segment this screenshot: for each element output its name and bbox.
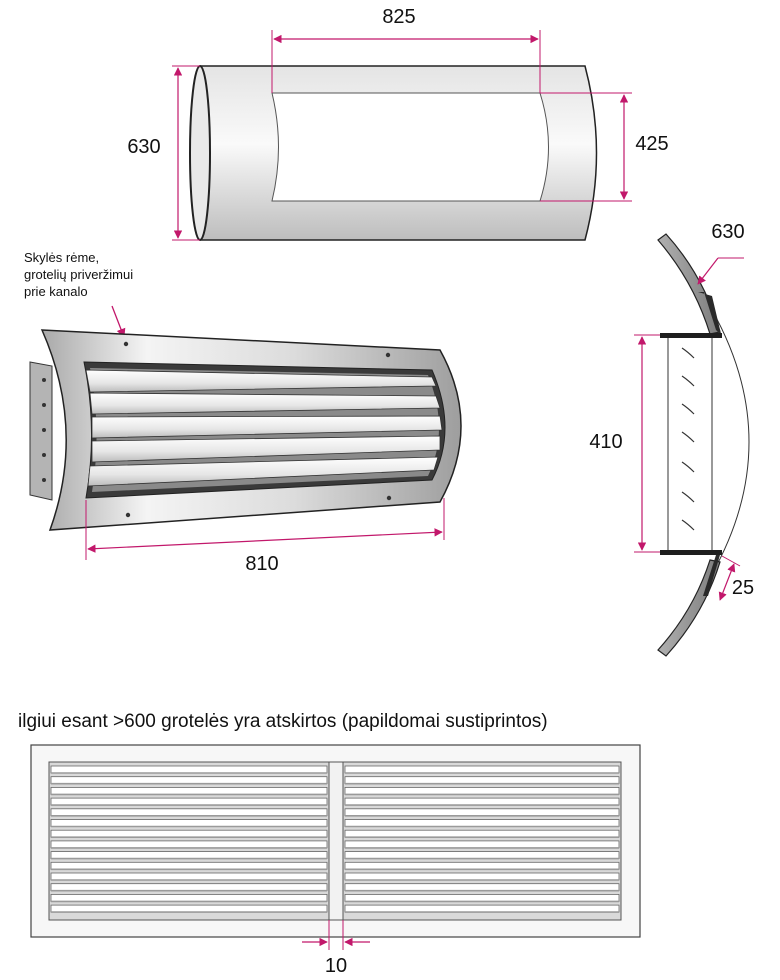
section-blade bbox=[682, 520, 694, 530]
split-grille-blade bbox=[345, 894, 619, 901]
grille-perspective-view bbox=[24, 250, 461, 575]
grille-length-dim-line bbox=[88, 532, 442, 549]
flange-hole bbox=[42, 478, 46, 482]
duct-opening bbox=[272, 93, 549, 201]
split-gap-label: 10 bbox=[324, 955, 348, 977]
mounting-holes-note-line-2: grotelių priveržimui bbox=[24, 267, 134, 282]
split-grille-blade bbox=[51, 777, 327, 784]
split-grille-divider bbox=[329, 762, 343, 920]
split-grille-blade bbox=[51, 884, 327, 891]
section-upper-arc-plate bbox=[658, 234, 720, 334]
flange-hole bbox=[42, 428, 46, 432]
split-grille-blade bbox=[345, 766, 619, 773]
section-blade bbox=[682, 376, 694, 386]
section-bottom-frame bbox=[660, 550, 722, 555]
frame-mounting-hole bbox=[126, 513, 130, 517]
section-flange-label: 25 bbox=[731, 577, 755, 599]
flange-hole bbox=[42, 378, 46, 382]
split-grille-blade bbox=[51, 862, 327, 869]
split-grille-blade bbox=[345, 905, 619, 912]
split-grille-blade bbox=[345, 852, 619, 859]
frame-mounting-hole bbox=[387, 496, 391, 500]
section-blade bbox=[682, 432, 694, 442]
section-blade bbox=[682, 348, 694, 358]
split-grille-blade bbox=[51, 766, 327, 773]
split-grille-blade bbox=[345, 798, 619, 805]
duct-view bbox=[127, 6, 668, 240]
section-view bbox=[589, 221, 754, 656]
grille-length-label: 810 bbox=[245, 553, 279, 575]
split-grille-blade bbox=[51, 798, 327, 805]
duct-diameter-label: 630 bbox=[127, 136, 161, 158]
split-grille-caption: ilgiui esant >600 grotelės yra atskirtos (papildomai sustiprintos) bbox=[18, 711, 548, 732]
section-outer-arc bbox=[712, 310, 749, 574]
section-blade bbox=[682, 462, 694, 472]
duct-length-label: 825 bbox=[382, 6, 416, 28]
split-grille-blade bbox=[345, 841, 619, 848]
mounting-holes-note-line-3: prie kanalo bbox=[24, 284, 88, 299]
split-grille-view bbox=[18, 711, 640, 977]
split-grille-blade bbox=[51, 841, 327, 848]
split-grille-blade bbox=[51, 787, 327, 794]
split-grille-blade bbox=[51, 873, 327, 880]
grille-side-flange bbox=[30, 362, 52, 500]
flange-hole bbox=[42, 403, 46, 407]
split-grille-blade bbox=[51, 894, 327, 901]
split-grille-blade bbox=[51, 820, 327, 827]
section-radius-label: 630 bbox=[711, 221, 745, 243]
duct-opening-height-label: 425 bbox=[635, 133, 669, 155]
split-grille-blade bbox=[345, 809, 619, 816]
flange-hole bbox=[42, 453, 46, 457]
mounting-holes-leader bbox=[112, 306, 124, 337]
frame-mounting-hole bbox=[124, 342, 128, 346]
mounting-holes-note-line-1: Skylės rėme, bbox=[24, 250, 100, 265]
section-height-label: 410 bbox=[589, 431, 623, 453]
split-grille-blade bbox=[345, 830, 619, 837]
duct-end-ellipse bbox=[190, 66, 210, 240]
split-grille-blade bbox=[51, 830, 327, 837]
frame-mounting-hole bbox=[386, 353, 390, 357]
section-blade bbox=[682, 404, 694, 414]
split-grille-blade bbox=[51, 905, 327, 912]
split-grille-blade bbox=[345, 862, 619, 869]
split-grille-blade bbox=[345, 777, 619, 784]
split-grille-blade bbox=[345, 787, 619, 794]
section-blade bbox=[682, 492, 694, 502]
section-radius-arrow bbox=[698, 258, 718, 284]
split-grille-blade bbox=[345, 873, 619, 880]
split-grille-blade bbox=[345, 884, 619, 891]
split-grille-blade bbox=[51, 809, 327, 816]
split-grille-blade bbox=[345, 820, 619, 827]
section-top-frame bbox=[660, 333, 722, 338]
section-flange-ext bbox=[722, 556, 740, 566]
split-grille-blade bbox=[51, 852, 327, 859]
